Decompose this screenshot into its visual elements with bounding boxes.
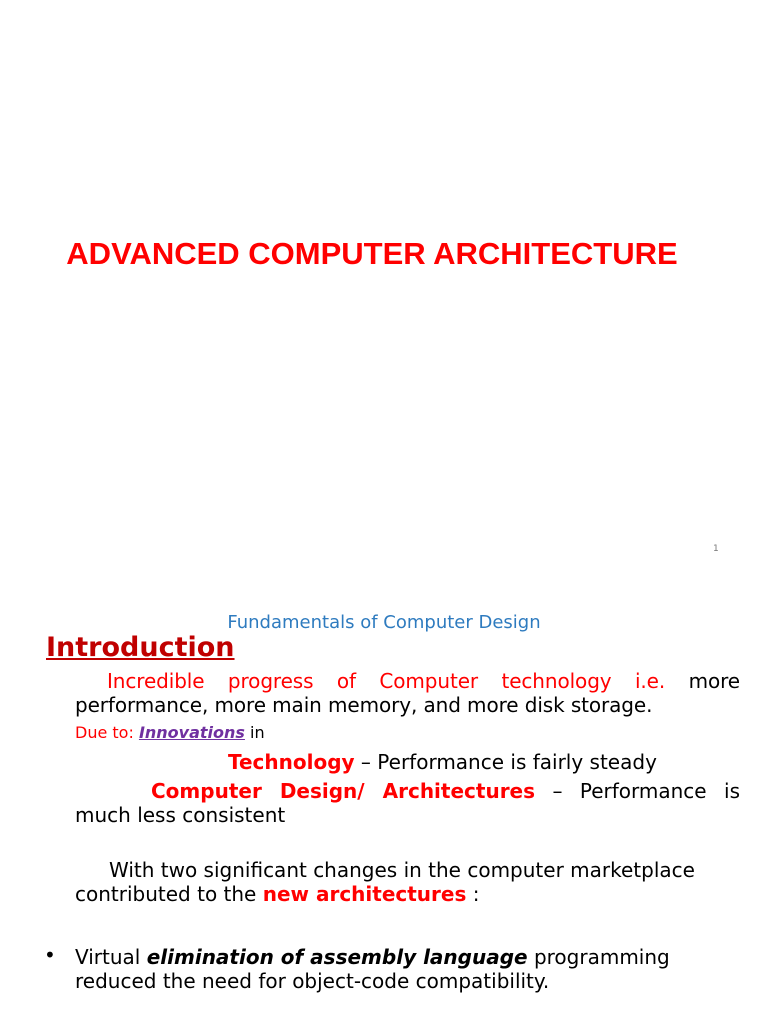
changes-text: With two significant changes in the computer marketplace contributed to the (75, 858, 695, 906)
page-number: 1 (713, 544, 719, 554)
bullet-item (75, 945, 740, 993)
technology-label: Technology (228, 750, 355, 774)
section-heading: Introduction (46, 632, 235, 663)
bullet-prefix: Virtual (75, 945, 147, 969)
due-to-suffix: in (244, 723, 265, 742)
changes-paragraph (75, 858, 740, 906)
due-to-line (75, 723, 740, 743)
bullet-emphasis: elimination of assembly language (146, 945, 528, 969)
slide-title: ADVANCED COMPUTER ARCHITECTURE (66, 236, 678, 271)
intro-rest: more performance, more main memory, and more disk storage. (75, 669, 740, 717)
due-to-label: Due to: (75, 723, 139, 742)
bullet-suffix: programming reduced the need for object-code compatibility. (75, 945, 670, 993)
design-line (75, 779, 740, 827)
slide-2 (0, 576, 768, 1024)
bullet-marker: • (44, 943, 56, 967)
slide-subtitle: Fundamentals of Computer Design (227, 612, 541, 633)
intro-paragraph (75, 669, 740, 717)
intro-highlight: Incredible progress of Computer technology i.e. (107, 669, 666, 693)
innovations-link[interactable]: Innovations (138, 723, 245, 742)
technology-line (228, 750, 728, 774)
design-label: Computer Design/ Architectures (151, 779, 536, 803)
changes-highlight: new architectures (262, 882, 467, 906)
changes-suffix: : (466, 882, 480, 906)
technology-rest: – Performance is fairly steady (354, 750, 657, 774)
design-rest: – Performance is much less consistent (75, 779, 740, 827)
